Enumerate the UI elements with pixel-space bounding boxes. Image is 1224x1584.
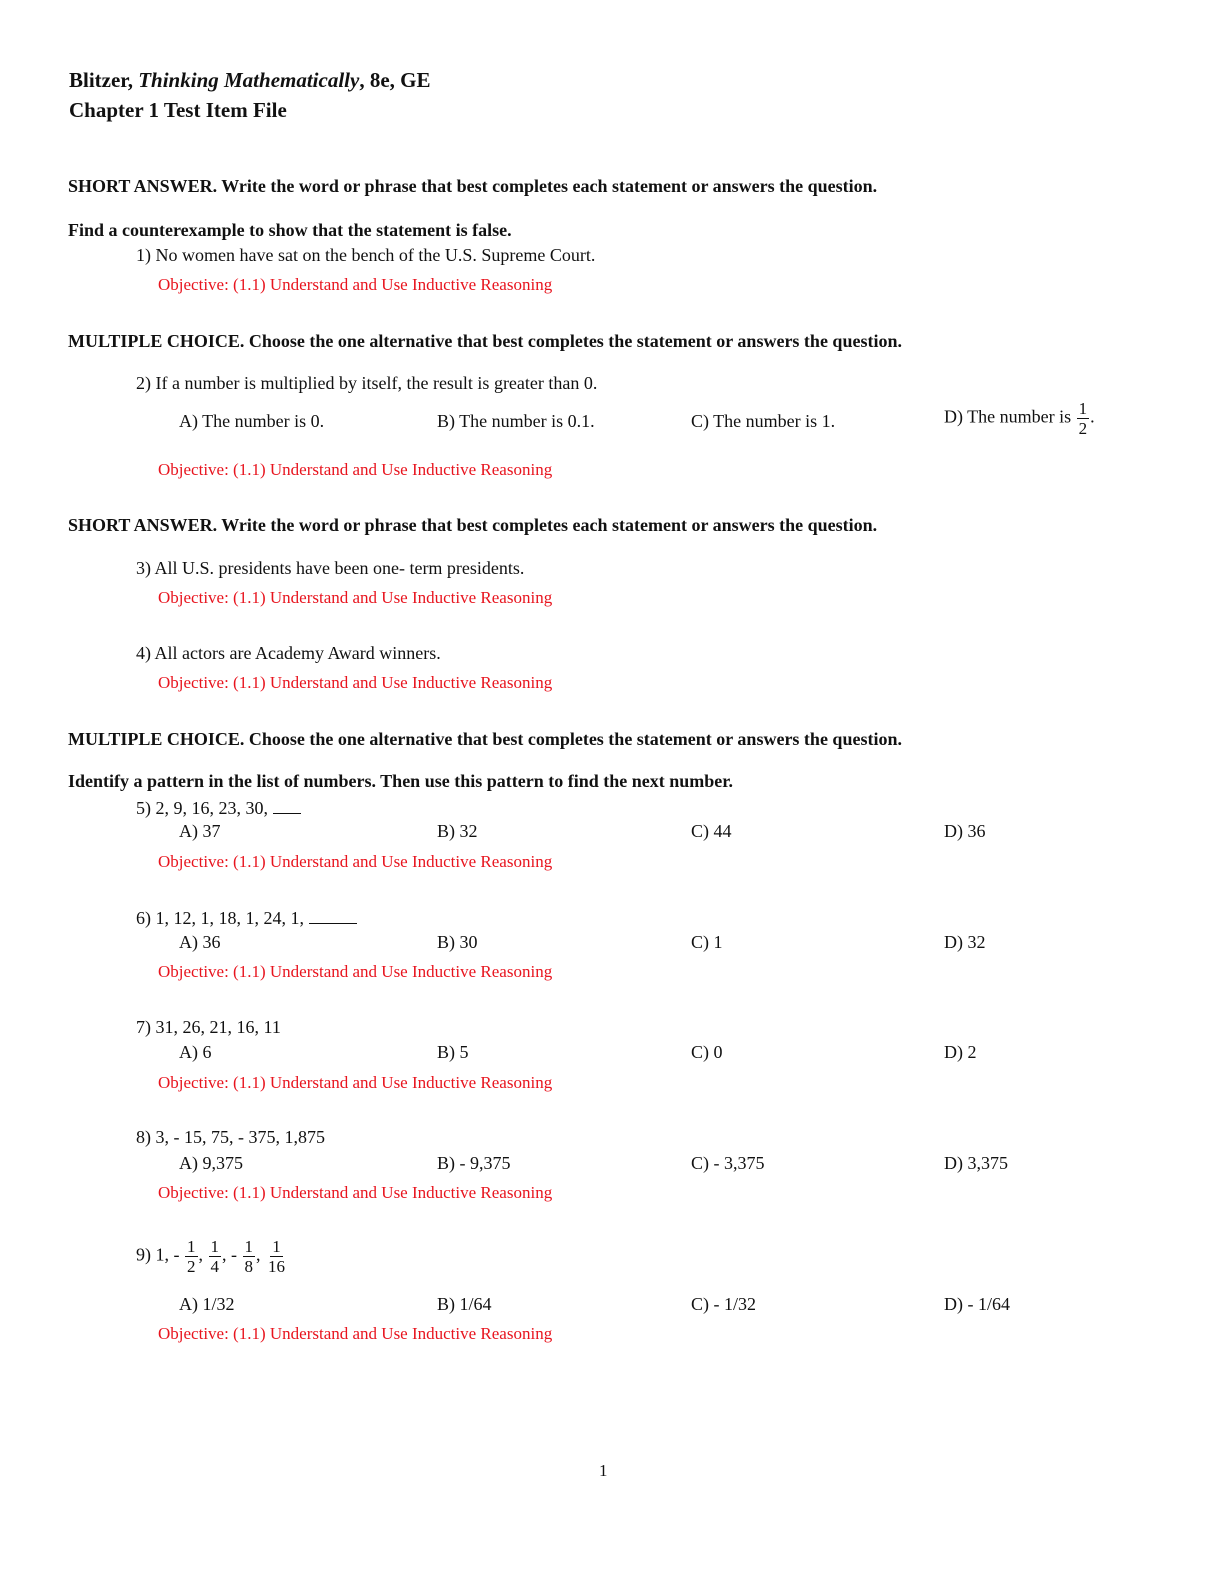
denominator: 4 xyxy=(210,1257,219,1276)
objective-label: Objective: (1.1) Understand and Use Inductive Reasoning xyxy=(158,1073,553,1092)
answer-choice-c: C) The number is 1. xyxy=(691,411,836,431)
answer-choice-a: A) 37 xyxy=(179,821,221,841)
section-heading-short-answer: SHORT ANSWER. Write the word or phrase that best completes each statement or answers the question. xyxy=(68,176,878,196)
objective-label: Objective: (1.1) Understand and Use Inductive Reasoning xyxy=(158,460,553,479)
question-3 xyxy=(136,558,524,579)
question-9 xyxy=(136,1238,288,1275)
answer-choice-d: D) 2 xyxy=(944,1042,977,1062)
section-heading-multiple-choice: MULTIPLE CHOICE. Choose the one alternative that best completes the statement or answers the question. xyxy=(68,331,902,351)
question-number: 4) xyxy=(136,643,151,663)
question-text: All actors are Academy Award winners. xyxy=(154,643,441,663)
answer-choice-d: D) - 1/64 xyxy=(944,1294,1010,1314)
edition-label: , 8e, GE xyxy=(359,68,431,92)
question-6 xyxy=(136,907,357,929)
answer-choice-b: B) 5 xyxy=(437,1042,469,1062)
question-number: 6) xyxy=(136,908,151,928)
answer-choice-b: B) - 9,375 xyxy=(437,1153,511,1173)
answer-choice-d: D) 36 xyxy=(944,821,986,841)
answer-choice-b: B) 30 xyxy=(437,932,478,952)
question-4 xyxy=(136,643,441,664)
answer-choice-c: C) 44 xyxy=(691,821,732,841)
answer-choice-c: C) - 3,375 xyxy=(691,1153,765,1173)
answer-blank xyxy=(273,797,301,814)
separator: , xyxy=(256,1244,261,1265)
objective-label: Objective: (1.1) Understand and Use Inductive Reasoning xyxy=(158,1324,553,1343)
fraction xyxy=(209,1238,222,1275)
denominator: 2 xyxy=(1078,419,1088,438)
page-number: 1 xyxy=(599,1461,608,1480)
question-8 xyxy=(136,1127,325,1148)
answer-choice-a: A) 9,375 xyxy=(179,1153,243,1173)
numerator: 1 xyxy=(187,1237,196,1256)
section-heading-short-answer: SHORT ANSWER. Write the word or phrase that best completes each statement or answers the question. xyxy=(68,515,878,535)
separator: , - xyxy=(222,1244,237,1265)
answer-choice-a: A) 36 xyxy=(179,932,221,952)
question-1 xyxy=(136,245,595,266)
question-text: No women have sat on the bench of the U.S. Supreme Court. xyxy=(155,245,596,265)
numerator: 1 xyxy=(244,1237,253,1256)
author-name: Blitzer, xyxy=(69,68,133,92)
instruction-pattern: Identify a pattern in the list of numbers. Then use this pattern to find the next number. xyxy=(68,771,734,791)
answer-choice-b: B) 32 xyxy=(437,821,478,841)
book-title: Thinking Mathematically xyxy=(138,68,360,92)
objective-label: Objective: (1.1) Understand and Use Inductive Reasoning xyxy=(158,673,553,692)
answer-choice-a: A) 6 xyxy=(179,1042,212,1062)
objective-label: Objective: (1.1) Understand and Use Inductive Reasoning xyxy=(158,852,553,871)
question-number: 7) xyxy=(136,1017,151,1037)
fraction xyxy=(266,1238,287,1275)
question-5 xyxy=(136,797,301,819)
answer-choice-c: C) 1 xyxy=(691,932,723,952)
question-number: 8) xyxy=(136,1127,151,1147)
answer-choice-d: D) 32 xyxy=(944,932,986,952)
answer-choice-a: A) 1/32 xyxy=(179,1294,235,1314)
denominator: 2 xyxy=(187,1257,196,1276)
question-number: 2) xyxy=(136,373,151,393)
objective-label: Objective: (1.1) Understand and Use Inductive Reasoning xyxy=(158,275,553,294)
denominator: 8 xyxy=(244,1257,253,1276)
question-text: 31, 26, 21, 16, 11 xyxy=(155,1017,281,1037)
separator: , xyxy=(198,1244,203,1265)
objective-label: Objective: (1.1) Understand and Use Inductive Reasoning xyxy=(158,962,553,981)
answer-choice-c: C) 0 xyxy=(691,1042,723,1062)
answer-blank xyxy=(309,907,357,924)
question-2 xyxy=(136,373,597,394)
document-title xyxy=(69,68,431,93)
question-text: 1, 12, 1, 18, 1, 24, 1, xyxy=(155,908,304,928)
question-7 xyxy=(136,1017,281,1038)
answer-choice-d: D) 3,375 xyxy=(944,1153,1008,1173)
numerator: 1 xyxy=(210,1237,219,1256)
answer-choice-b: B) 1/64 xyxy=(437,1294,492,1314)
question-text: All U.S. presidents have been one- term presidents. xyxy=(154,558,525,578)
numerator: 1 xyxy=(1078,399,1088,418)
question-number: 3) xyxy=(136,558,151,578)
choice-text: D) The number is xyxy=(944,406,1072,427)
objective-label: Objective: (1.1) Understand and Use Inductive Reasoning xyxy=(158,1183,553,1202)
answer-choice-d xyxy=(944,400,1095,437)
instruction-counterexample: Find a counterexample to show that the statement is false. xyxy=(68,220,512,240)
denominator: 16 xyxy=(268,1257,285,1276)
chapter-title: Chapter 1 Test Item File xyxy=(69,98,287,122)
answer-choice-a: A) The number is 0. xyxy=(179,411,325,431)
question-number: 5) xyxy=(136,798,151,818)
question-text: 2, 9, 16, 23, 30, xyxy=(155,798,268,818)
sequence-lead: 1, - xyxy=(155,1244,180,1265)
question-text: 3, - 15, 75, - 375, 1,875 xyxy=(155,1127,325,1147)
numerator: 1 xyxy=(272,1237,281,1256)
question-number: 9) xyxy=(136,1244,151,1265)
section-heading-multiple-choice: MULTIPLE CHOICE. Choose the one alternative that best completes the statement or answers the question. xyxy=(68,729,902,749)
choice-suffix: . xyxy=(1090,406,1095,427)
question-text: If a number is multiplied by itself, the result is greater than 0. xyxy=(155,373,598,393)
fraction xyxy=(243,1238,256,1275)
question-number: 1) xyxy=(136,245,151,265)
answer-choice-c: C) - 1/32 xyxy=(691,1294,756,1314)
fraction xyxy=(185,1238,198,1275)
objective-label: Objective: (1.1) Understand and Use Inductive Reasoning xyxy=(158,588,553,607)
fraction xyxy=(1077,400,1090,437)
answer-choice-b: B) The number is 0.1. xyxy=(437,411,595,431)
